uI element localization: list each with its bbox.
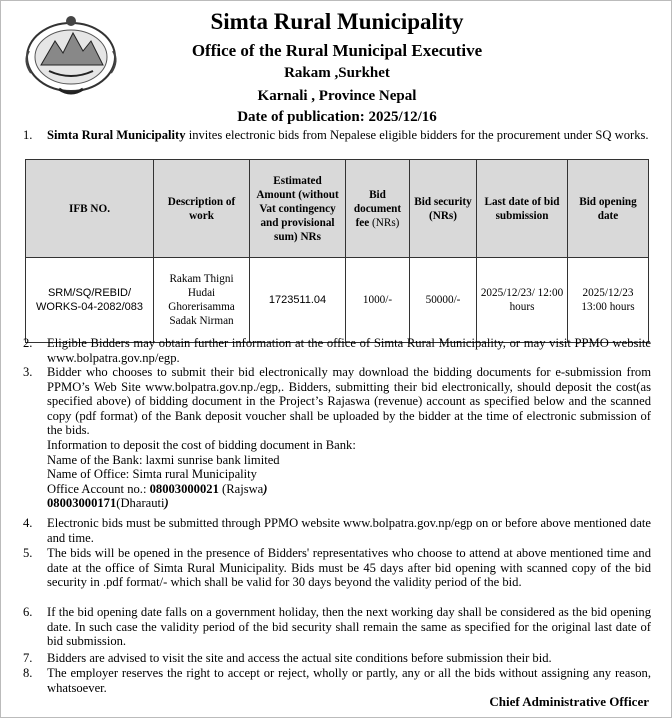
account-rajswa-line	[47, 482, 651, 497]
dharauti-paren: )	[164, 496, 169, 511]
clause-1-bold: Simta Rural Municipality	[47, 128, 186, 142]
nepal-emblem-icon	[19, 11, 123, 97]
account-label: Office Account no.:	[47, 481, 150, 496]
clause-number: 8.	[23, 666, 33, 680]
clause-3-text: Bidder who chooses to submit their bid electronically may download the bidding documents for e-submission from PPMO’s Web Site www.bolpatra.gov.np./egp,. Bidders, submitting their bid electronically, should deposit the cost(as specified above) of bidding document in the Project’s Rajaswa (revenue) account as specified below and the scanned copy (pdf format) of the Bank deposit voucher shall be uploaded by the bidder at the time of electronic submission of the bids.	[47, 365, 651, 438]
signature-title: Chief Administrative Officer	[489, 694, 649, 709]
cell-description: Rakam Thigni Hudai Ghorerisamma Sadak Nirman	[154, 258, 250, 343]
clause-number: 1.	[23, 128, 33, 142]
header-amount: Estimated Amount (without Vat contingency and provisional sum) NRs	[250, 160, 346, 258]
header-opening: Bid opening date	[568, 160, 649, 258]
account-dharauti-line	[47, 496, 651, 511]
clause-4-text: Electronic bids must be submitted through PPMO website www.bolpatra.gov.np/egp on or before above mentioned date and time.	[47, 516, 651, 545]
cell-security: 50000/-	[410, 258, 477, 343]
clause-number: 2.	[23, 336, 33, 350]
cell-amount: 1723511.04	[250, 258, 346, 343]
publication-date: Date of publication: 2025/12/16	[237, 109, 437, 125]
clause-7-text: Bidders are advised to visit the site and access the actual site conditions before submission their bid.	[47, 651, 552, 665]
table-row	[26, 258, 649, 343]
cell-fee: 1000/-	[346, 258, 410, 343]
cell-last-date: 2025/12/23/ 12:00 hours	[477, 258, 568, 343]
header-ifb: IFB NO.	[26, 160, 154, 258]
header-last-date: Last date of bid submission	[477, 160, 568, 258]
clause-2	[23, 336, 651, 365]
clause-number: 6.	[23, 605, 33, 619]
clause-number: 7.	[23, 651, 33, 665]
cell-ifb: SRM/SQ/REBID/ WORKS-04-2082/083	[26, 258, 154, 343]
clause-number: 4.	[23, 516, 33, 530]
clause-1-text: invites electronic bids from Nepalese eligible bidders for the procurement under SQ works.	[185, 128, 649, 142]
cell-opening: 2025/12/23 13:00 hours	[568, 258, 649, 343]
clause-8-text: The employer reserves the right to accept or reject, wholly or partly, any or all the bids without assigning any reason, whatsoever.	[47, 666, 651, 695]
bank-intro: Information to deposit the cost of bidding document in Bank:	[47, 437, 356, 452]
table-header-row	[26, 160, 649, 258]
header-description: Description of work	[154, 160, 250, 258]
clause-4	[23, 516, 651, 545]
clause-7	[23, 651, 651, 666]
clause-8	[23, 666, 651, 695]
bank-name: Name of the Bank: laxmi sunrise bank limited	[47, 452, 280, 467]
header-fee-label: Bid document fee	[353, 188, 402, 229]
clause-5-text: The bids will be opened in the presence of Bidders' representatives who choose to attend at above mentioned time and date at the office of Simta Rural Municipality. Bids must be 45 days after bid opening with scanned copy of the bid security in .pdf format/- which shall be valid for 30 days beyond the validity period of the bid.	[47, 546, 651, 590]
location-line: Rakam ,Surkhet	[284, 65, 390, 81]
bid-table	[25, 159, 649, 343]
clause-6-text: If the bid opening date falls on a government holiday, then the next working day shall be considered as the bid opening date. In such case the validity period of the bid security shall remain the same as specified for the original last date of bid submission.	[47, 605, 651, 649]
rajswa-paren: )	[263, 481, 268, 496]
account-rajswa: 08003000021	[149, 481, 219, 496]
clause-number: 5.	[23, 546, 33, 560]
rajswa-label: (Rajswa	[218, 481, 264, 496]
office-name: Name of Office: Simta rural Municipality	[47, 467, 257, 482]
clause-3	[23, 365, 651, 511]
clause-1	[23, 128, 651, 143]
clause-5	[23, 546, 651, 590]
header-fee	[346, 160, 410, 258]
municipality-title: Simta Rural Municipality	[210, 9, 464, 34]
header-security: Bid security (NRs)	[410, 160, 477, 258]
office-title: Office of the Rural Municipal Executive	[191, 41, 483, 60]
header-fee-unit: (NRs)	[369, 216, 400, 229]
clause-number: 3.	[23, 365, 33, 379]
dharauti-label: (Dharauti	[116, 496, 165, 511]
account-dharauti: 08003000171	[47, 496, 117, 511]
clause-2-text: Eligible Bidders may obtain further information at the office of Simta Rural Municipality, or may visit PPMO website www.bolpatra.gov.np/egp.	[47, 336, 651, 365]
clause-6	[23, 605, 651, 649]
province-line: Karnali , Province Nepal	[257, 88, 417, 104]
